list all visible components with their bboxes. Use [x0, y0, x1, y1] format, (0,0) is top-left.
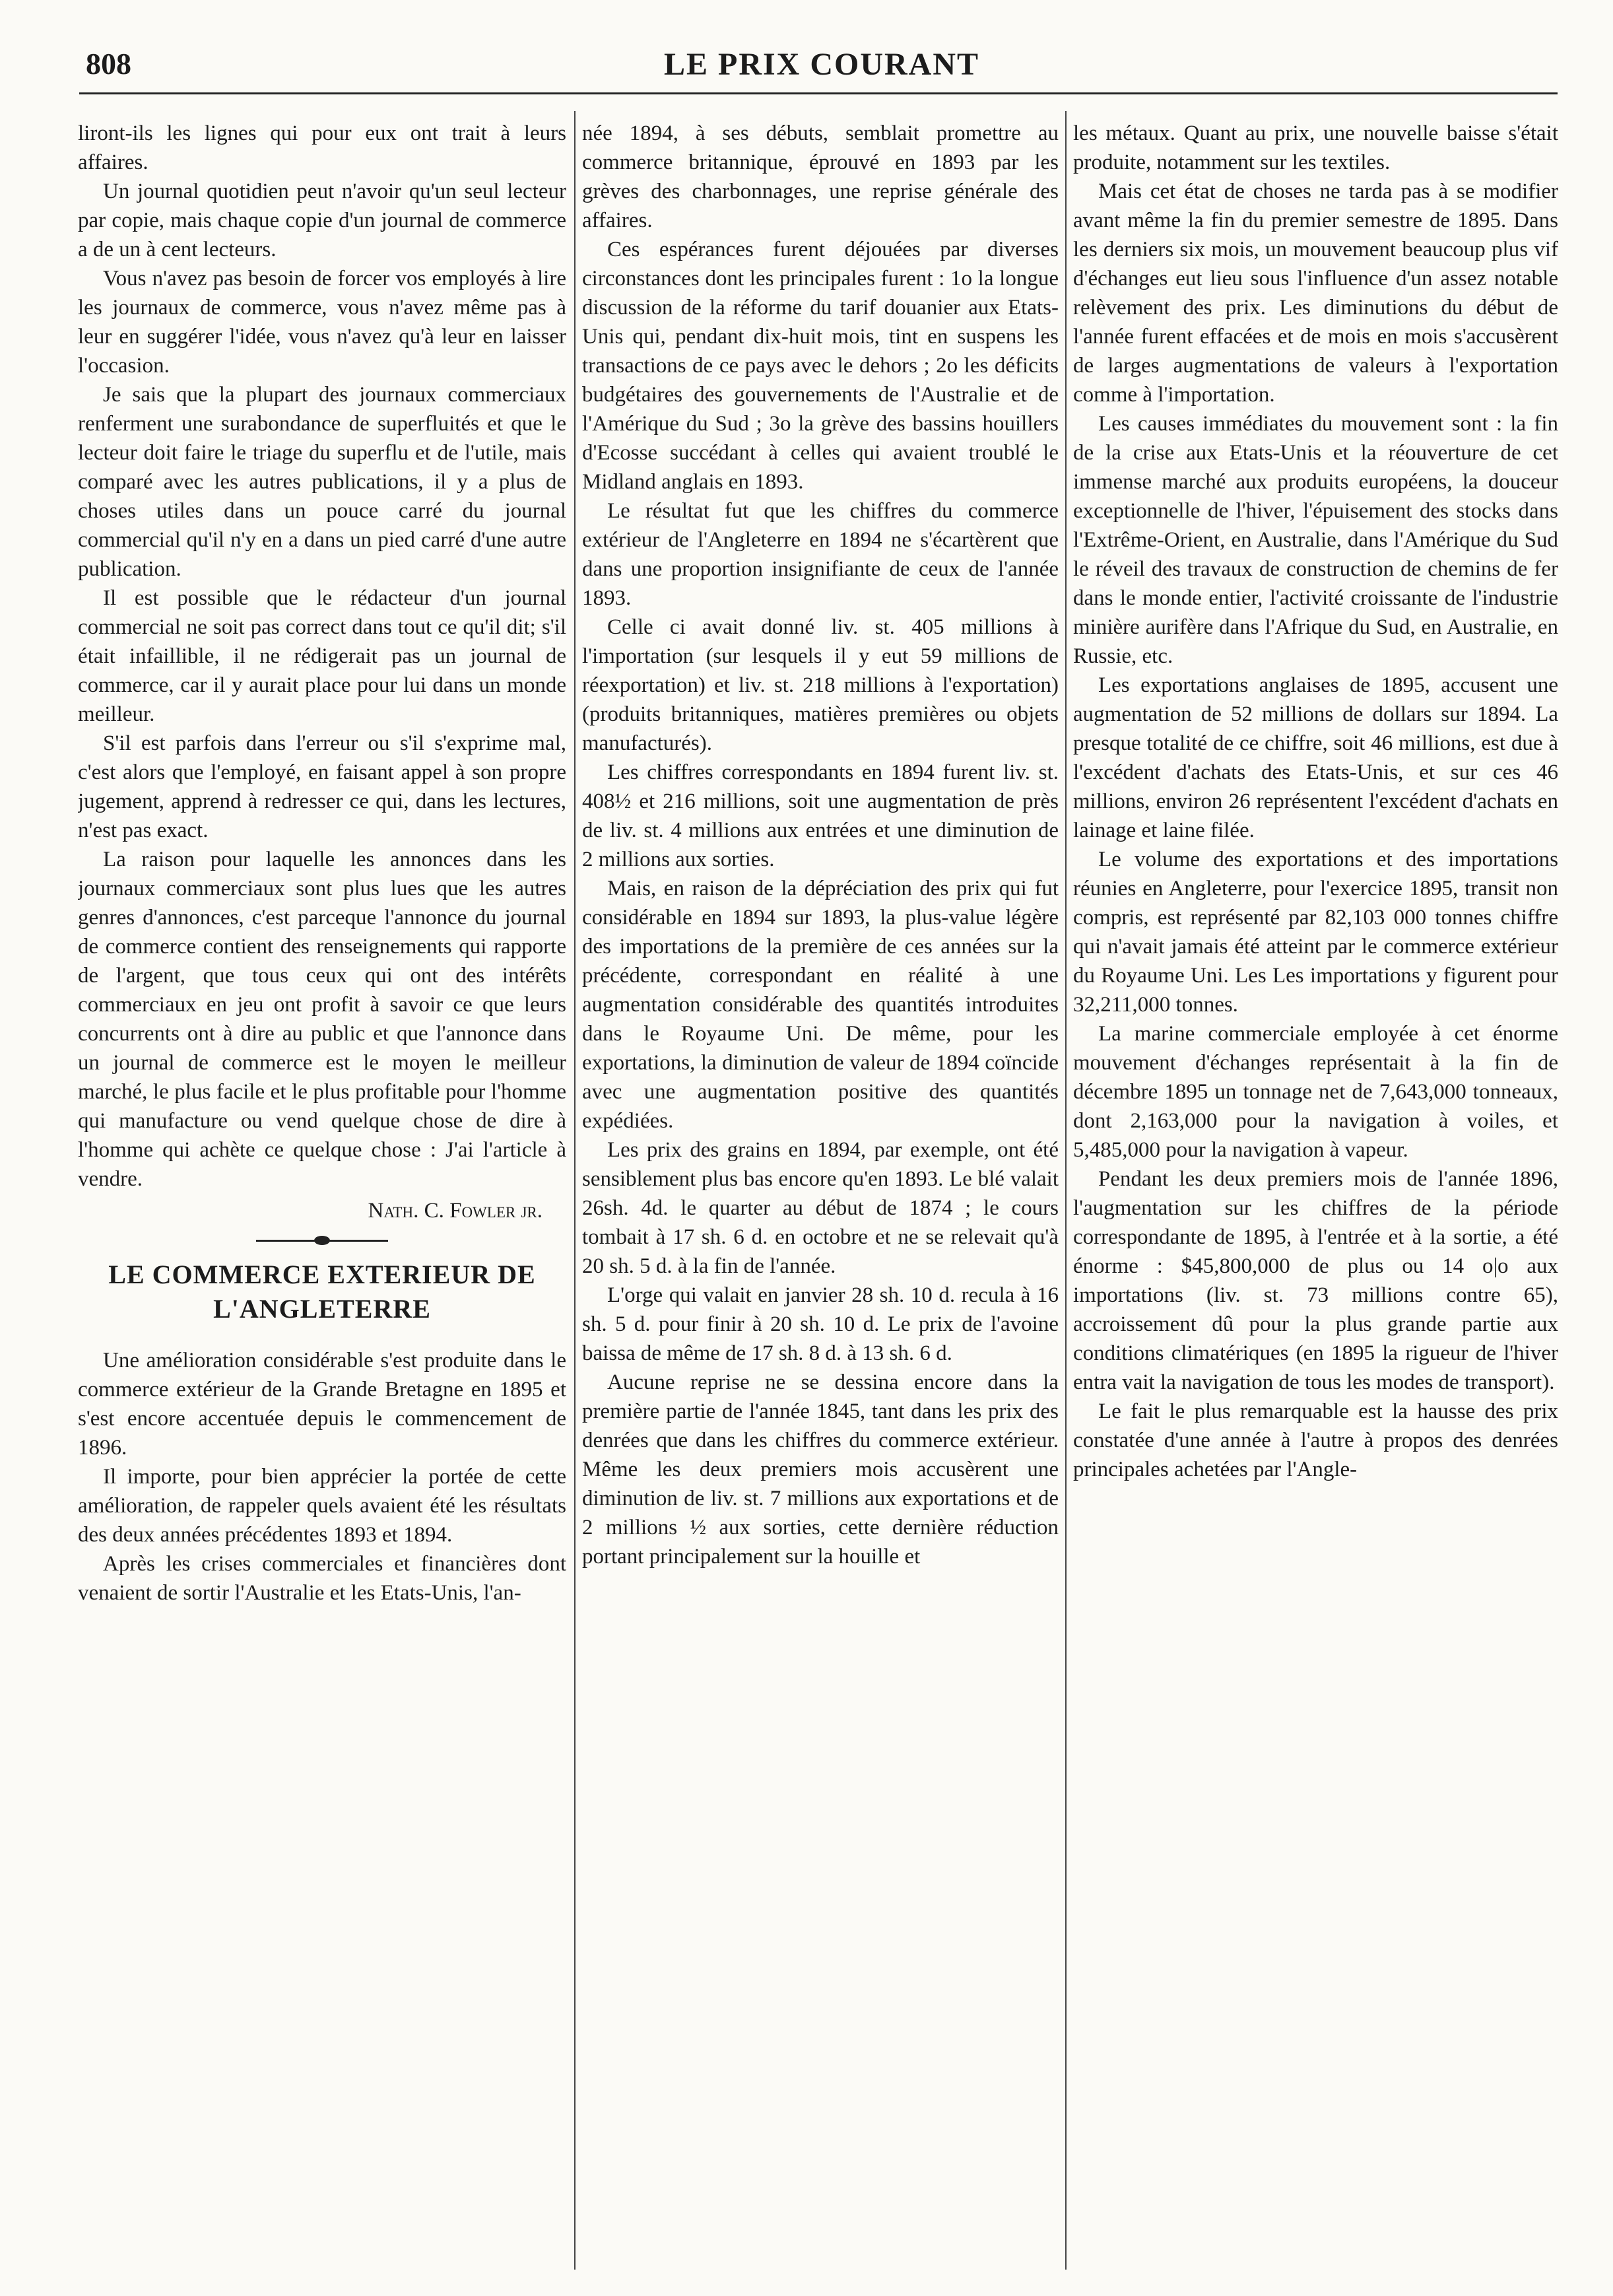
page-header: [86, 46, 1558, 86]
column-divider: [574, 111, 576, 2270]
paragraph: Il importe, pour bien apprécier la portée de cette amélioration, de rappeler quels avaient été les résultats des deux années précédentes 1893 et 1894.: [78, 1465, 566, 1547]
column-divider: [1065, 111, 1067, 2270]
paragraph: Le volume des exportations et des importations réunies en Angleterre, pour l'exercice 1895, transit non compris, est représenté par 82,103 000 tonnes chiffre qui n'avait jamais été atteint par le commerce extérieur du Royaume Uni. Les Les importations y figurent pour 32,211,000 tonnes.: [1073, 848, 1558, 1017]
paragraph: Les prix des grains en 1894, par exemple, ont été sensiblement plus bas encore qu'en 1893. Le blé valait 26sh. 4d. le quarter au début de 1874 ; le cours tombait à 17 sh. 6 d. en octobre et ne se relevait qu'à 20 sh. 5 d. à la fin de l'année.: [582, 1138, 1059, 1278]
paragraph: Une amélioration considérable s'est produite dans le commerce extérieur de la Grande Bretagne en 1895 et s'est encore accentuée depuis le commencement de 1896.: [78, 1349, 566, 1460]
paragraph: Vous n'avez pas besoin de forcer vos employés à lire les journaux de commerce, vous n'avez même pas à leur en suggérer l'idée, vous n'avez qu'à leur en laisser l'occasion.: [78, 267, 566, 378]
paragraph: L'orge qui valait en janvier 28 sh. 10 d. recula à 16 sh. 5 d. pour finir à 20 sh. 10 d. Le prix de l'avoine baissa de même de 17 sh. 8 d. à 13 sh. 6 d.: [582, 1283, 1059, 1365]
paragraph: liront-ils les lignes qui pour eux ont trait à leurs affaires.: [78, 121, 566, 174]
paragraph: Le résultat fut que les chiffres du commerce extérieur de l'Angleterre en 1894 ne s'écartèrent que dans une proportion insignifiante de ceux de l'année 1893.: [582, 499, 1059, 610]
paragraph: La marine commerciale employée à cet énorme mouvement d'échanges représentait à la fin de décembre 1895 un tonnage net de 7,643,000 tonneaux, dont 2,163,000 pour la navigation à voiles, et 5,485,000 pour la navigation à vapeur.: [1073, 1022, 1558, 1162]
column-3: [1073, 119, 1558, 2268]
paragraph: les métaux. Quant au prix, une nouvelle baisse s'était produite, notamment sur les textiles.: [1073, 121, 1558, 174]
header-rule: [79, 92, 1558, 94]
journal-title: LE PRIX COURANT: [663, 47, 980, 82]
paragraph: Les chiffres correspondants en 1894 furent liv. st. 408½ et 216 millions, soit une augmentation de près de liv. st. 4 millions aux entrées et une diminution de 2 millions aux sorties.: [582, 760, 1059, 871]
paragraph: Celle ci avait donné liv. st. 405 millions à l'importation (sur lesquels il y eut 59 millions de réexportation) et liv. st. 218 millions à l'exportation) (produits britanniques, matières premières ou objets manufacturés).: [582, 615, 1059, 755]
paragraph: Après les crises commerciales et financières dont venaient de sortir l'Australie et les Etats-Unis, l'an-: [78, 1552, 566, 1605]
paragraph: Aucune reprise ne se dessina encore dans la première partie de l'année 1845, tant dans les prix des denrées que dans les chiffres du commerce extérieur. Même les deux premiers mois accusèrent une diminution de liv. st. 7 millions aux exportations et de 2 millions ½ aux sorties, cette dernière réduction portant principalement sur la houille et: [582, 1370, 1059, 1569]
section-divider: [256, 1240, 388, 1242]
paragraph: Mais, en raison de la dépréciation des prix qui fut considérable en 1894 sur 1893, la plus-value légère des importations de la première de ces années sur la précédente, correspondant en réalité à une augmentation considérable des quantités introduites dans le Royaume Uni. De même, pour les exportations, la diminution de valeur de 1894 coïncide avec une augmentation positive des quantités expédiées.: [582, 877, 1059, 1133]
paragraph: La raison pour laquelle les annonces dans les journaux commerciaux sont plus lues que les autres genres d'annonces, c'est parceque l'annonce du journal de commerce contient des renseignements qui rapporte de l'argent, que tous ceux qui ont des intérêts commerciaux en jeu ont profit à savoir ce que leurs concurrents ont à dire au public et que l'annonce dans un journal de commerce est le moyen le meilleur marché, le plus facile et le plus profitable pour l'homme qui manufacture ou vend quelque chose de dire à l'homme qui achète ce quelque chose : J'ai l'article à vendre.: [78, 848, 566, 1191]
paragraph: Les exportations anglaises de 1895, accusent une augmentation de 52 millions de dollars sur 1894. La presque totalité de ce chiffre, soit 46 millions, est due à l'excédent d'achats des Etats-Unis, et sur ces 46 millions, environ 26 représentent l'excédent d'achats en lainage et laine filée.: [1073, 673, 1558, 842]
paragraph: Mais cet état de choses ne tarda pas à se modifier avant même la fin du premier semestre de 1895. Dans les derniers six mois, un mouvement beaucoup plus vif d'échanges eut lieu sous l'influence d'un assez notable relèvement des prix. Les diminutions du début de l'année furent effacées et de mois en mois s'accusèrent de larges augmentations de valeurs à l'exportation comme à l'importation.: [1073, 180, 1558, 407]
paragraph: née 1894, à ses débuts, semblait promettre au commerce britannique, éprouvé en 1893 par les grèves des charbonnages, une reprise générale des affaires.: [582, 121, 1059, 232]
paragraph: S'il est parfois dans l'erreur ou s'il s'exprime mal, c'est alors que l'employé, en faisant appel à son propre jugement, apprend à redresser ce qui, dans les lectures, n'est pas exact.: [78, 731, 566, 842]
paragraph: Il est possible que le rédacteur d'un journal commercial ne soit pas correct dans tout ce qu'il dit; s'il était infaillible, il ne rédigerait pas un journal de commerce, car il y aurait place pour lui dans un monde meilleur.: [78, 586, 566, 726]
paragraph: Un journal quotidien peut n'avoir qu'un seul lecteur par copie, mais chaque copie d'un journal de commerce a de un à cent lecteurs.: [78, 180, 566, 261]
paragraph: Ces espérances furent déjouées par diverses circonstances dont les principales furent : 1o la longue discussion de la réforme du tarif douanier aux Etats-Unis qui, pendant dix-huit mois, tint en suspens les transactions de ce pays avec le dehors ; 2o les déficits budgétaires des gouvernements de l'Australie et de l'Amérique du Sud ; 3o la grève des bassins houillers d'Ecosse succédant à celles qui avaient troublé le Midland anglais en 1893.: [582, 238, 1059, 494]
article-title: LE COMMERCE EXTERIEUR DE L'ANGLETERRE: [108, 1260, 536, 1324]
paragraph: Les causes immédiates du mouvement sont : la fin de la crise aux Etats-Unis et la réouverture de cet immense marché aux produits européens, la douceur exceptionnelle de l'hiver, l'épuisement des stocks dans l'Extrême-Orient, en Australie, dans l'Amérique du Sud le réveil des travaux de construction de chemins de fer dans le monde entier, l'activité croissante de l'industrie minière aurifère dans l'Afrique du Sud, en Australie, en Russie, etc.: [1073, 412, 1558, 668]
paragraph: Le fait le plus remarquable est la hausse des prix constatée d'une année à l'autre à propos des denrées principales achetées par l'Angle-: [1073, 1400, 1558, 1481]
paragraph: Pendant les deux premiers mois de l'année 1896, l'augmentation sur les chiffres de la période correspondante de 1895, à l'entrée et à la sortie, a été énorme : $45,800,000 de plus ou 14 o|o aux importations (liv. st. 73 millions contre 65), accroissement dû pour la plus grande partie aux conditions climatériques (en 1895 la rigueur de l'hiver entra vait la navigation de tous les modes de transport).: [1073, 1167, 1558, 1394]
paragraph: Je sais que la plupart des journaux commerciaux renferment une surabondance de superfluités et que le lecteur doit faire le triage du superflu et de l'utile, mais comparé avec les autres publications, il y a plus de choses utiles dans un pouce carré du journal commercial qu'il n'y en a dans un pied carré d'une autre publication.: [78, 383, 566, 581]
column-2: [582, 119, 1059, 2268]
page-number: 808: [86, 47, 131, 81]
column-1: [78, 119, 566, 2268]
author-signature: Nath. C. Fowler jr.: [368, 1199, 543, 1223]
